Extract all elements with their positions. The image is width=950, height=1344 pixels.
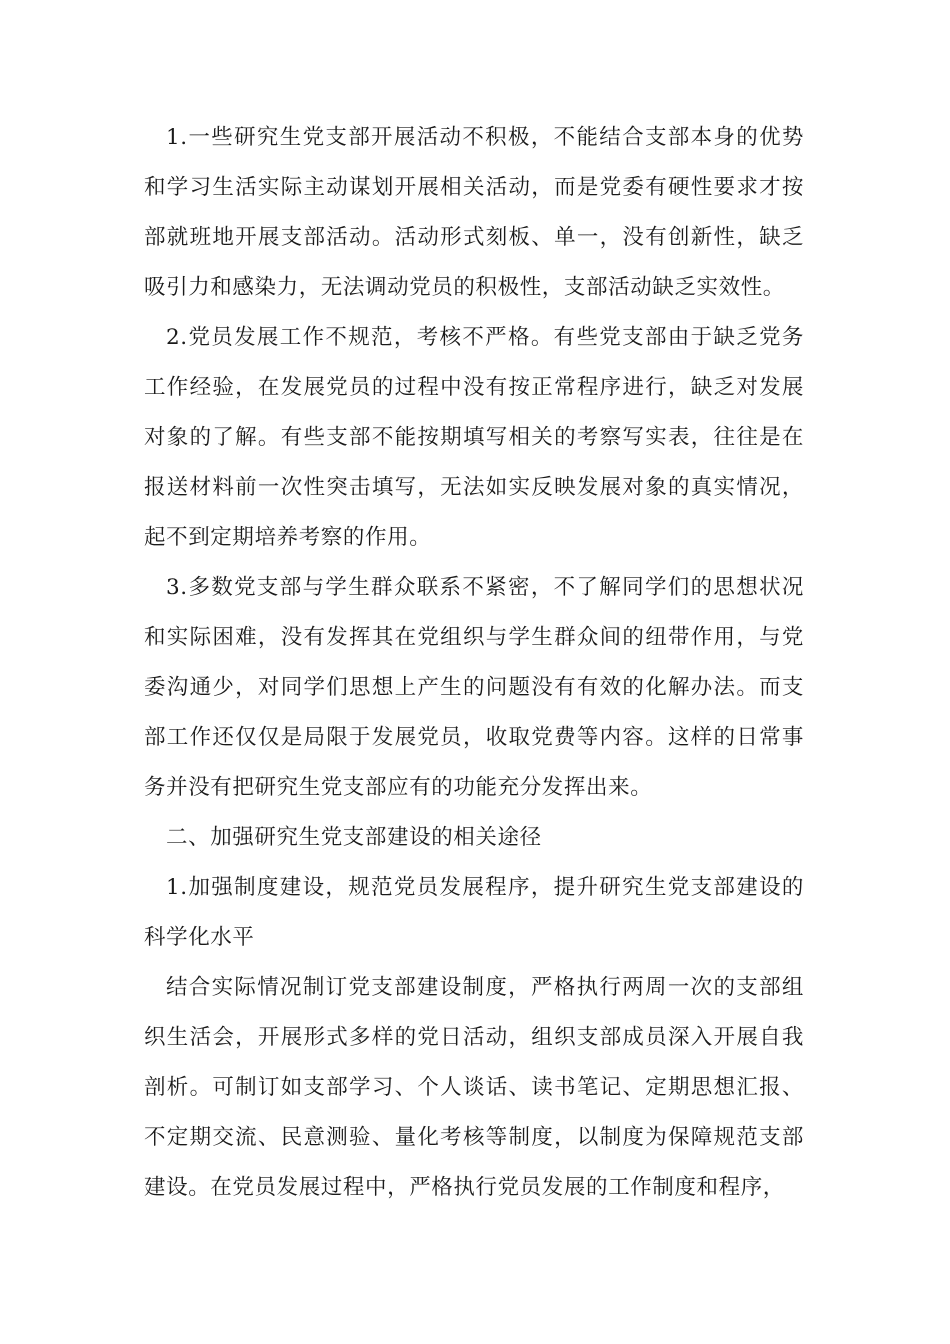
section-heading: 二、加强研究生党支部建设的相关途径 bbox=[166, 825, 542, 850]
paragraph-3: 3.多数党支部与学生群众联系不紧密，不了解同学们的思想状况和实际困难，没有发挥其在党组织与学生群众间的纽带作用，与党委沟通少，对同学们思想上产生的问题没有有效的化解办法。而支部工作还仅仅是局限于发展党员，收取党费等内容。这样的日常事务并没有把研究生党支部应有的功能充分发挥出来。 bbox=[144, 575, 804, 800]
paragraph-2: 2.党员发展工作不规范，考核不严格。有些党支部由于缺乏党务工作经验，在发展党员的过程中没有按正常程序进行，缺乏对发展对象的了解。有些支部不能按期填写相关的考察写实表，往往是在报送材料前一次性突击填写，无法如实反映发展对象的真实情况，起不到定期培养考察的作用。 bbox=[144, 325, 804, 550]
subsection-heading: 1.加强制度建设，规范党员发展程序，提升研究生党支部建设的科学化水平 bbox=[144, 875, 804, 950]
paragraph-1: 1.一些研究生党支部开展活动不积极，不能结合支部本身的优势和学习生活实际主动谋划开展相关活动，而是党委有硬性要求才按部就班地开展支部活动。活动形式刻板、单一，没有创新性，缺乏吸引力和感染力，无法调动党员的积极性，支部活动缺乏实效性。 bbox=[144, 125, 804, 300]
document-body bbox=[144, 113, 804, 1213]
paragraph-4: 结合实际情况制订党支部建设制度，严格执行两周一次的支部组织生活会，开展形式多样的党日活动，组织支部成员深入开展自我剖析。可制订如支部学习、个人谈话、读书笔记、定期思想汇报、不定期交流、民意测验、量化考核等制度，以制度为保障规范支部建设。在党员发展过程中，严格执行党员发展的工作制度和程序， bbox=[144, 975, 804, 1200]
